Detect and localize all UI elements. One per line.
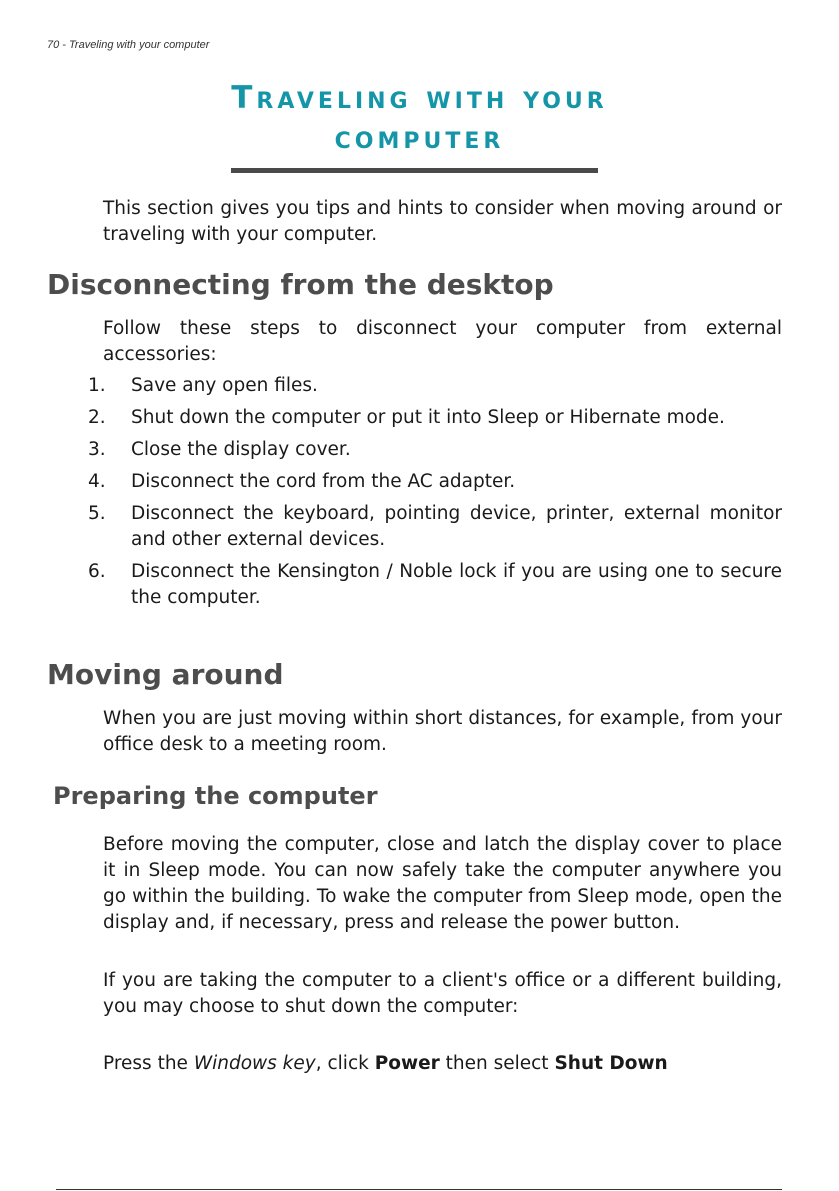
step-text: Save any open files. [131, 375, 318, 396]
preparing-paragraph-1: Before moving the computer, close and latch the display cover to place it in Sleep mode. You can now safely take the computer anywhere you go within the building. To wake the computer from Sleep mode, open the display and, if necessary, press and release the power button. [103, 834, 782, 933]
chapter-title [0, 78, 839, 158]
instruction-prefix: Press the [103, 1053, 194, 1074]
step-text: Shut down the computer or put it into Sleep or Hibernate mode. [131, 407, 725, 428]
step-number: 6. [88, 561, 106, 582]
step-number: 1. [88, 375, 106, 396]
step-number: 3. [88, 439, 106, 460]
disconnect-steps-list [88, 373, 782, 617]
list-item [88, 469, 782, 495]
step-text: Disconnect the cord from the AC adapter. [131, 471, 516, 492]
preparing-paragraph-2: If you are taking the computer to a client's office or a different building, you may choose to shut down the computer: [103, 970, 782, 1017]
list-item [88, 373, 782, 399]
instruction-middle: , click [315, 1053, 375, 1074]
section-heading-disconnecting: Disconnecting from the desktop [47, 268, 554, 301]
step-text: Close the display cover. [131, 439, 351, 460]
list-item [88, 559, 782, 611]
instruction-then: then select [439, 1053, 555, 1074]
footer-rule [56, 1189, 782, 1190]
disconnecting-intro: Follow these steps to disconnect your computer from external accessories: [103, 318, 782, 365]
chapter-intro: This section gives you tips and hints to consider when moving around or traveling with your computer. [103, 198, 782, 245]
power-term: Power [374, 1053, 440, 1074]
chapter-title-underline [231, 168, 598, 173]
chapter-title-line1: Traveling with your [231, 80, 608, 116]
step-text: Disconnect the keyboard, pointing device, printer, external monitor and other external devices. [131, 503, 782, 550]
shut-down-term: Shut Down [554, 1053, 668, 1074]
windows-key-term: Windows key [193, 1053, 316, 1074]
chapter-title-line2: computer [334, 120, 505, 156]
step-number: 5. [88, 503, 106, 524]
step-text: Disconnect the Kensington / Noble lock if you are using one to secure the computer. [131, 561, 782, 608]
shutdown-instruction [103, 1051, 782, 1077]
step-number: 4. [88, 471, 106, 492]
list-item [88, 501, 782, 553]
step-number: 2. [88, 407, 106, 428]
section-heading-moving: Moving around [47, 658, 284, 691]
moving-intro: When you are just moving within short distances, for example, from your office desk to a meeting room. [103, 708, 782, 755]
list-item [88, 405, 782, 431]
running-header: 70 - Traveling with your computer [47, 39, 210, 51]
subsection-heading-preparing: Preparing the computer [53, 782, 378, 810]
list-item [88, 437, 782, 463]
